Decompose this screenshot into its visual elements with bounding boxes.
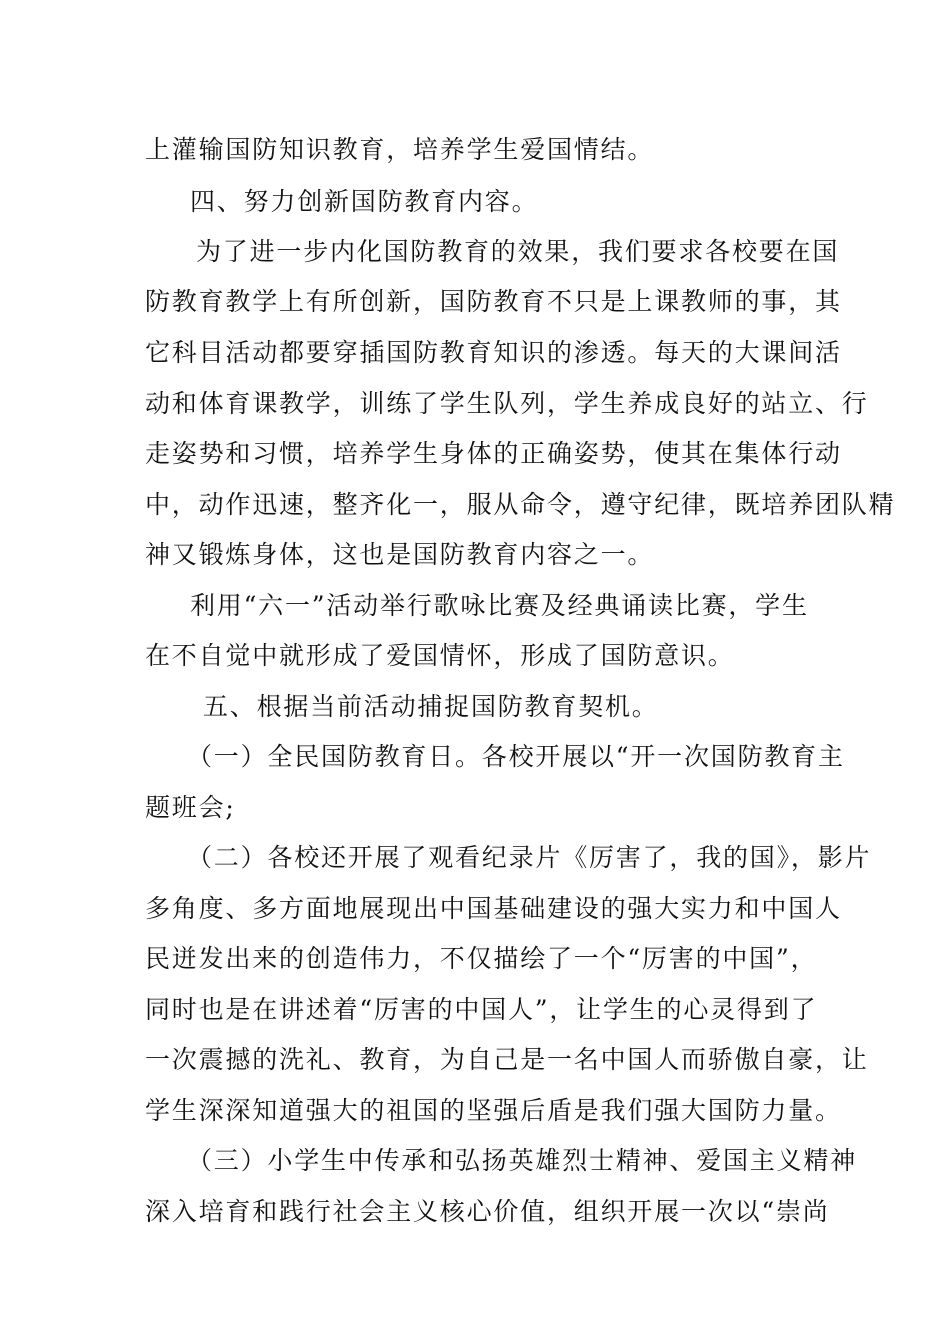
text-line: （一）全民国防教育日。各校开展以“开一次国防教育主 [187,742,845,771]
text-line: 在不自觉中就形成了爱国情怀，形成了国防意识。 [145,641,735,670]
text-line: 走姿势和习惯，培养学生身体的正确姿势，使其在集体行动 [145,439,842,468]
text-line: 为了进一步内化国防教育的效果，我们要求各校要在国 [196,237,840,266]
text-line: 深入培育和践行社会主义核心价值，组织开展一次以“崇尚 [145,1197,830,1226]
text-line: 中，动作迅速，整齐化一，服从命令，遵守纪律，既培养团队精 [145,490,896,519]
text-line: 学生深深知道强大的祖国的坚强后盾是我们强大国防力量。 [145,1096,842,1125]
text-line: 多角度、多方面地展现出中国基础建设的强大实力和中国人 [145,894,842,923]
section-heading-5: 五、根据当前活动捕捉国防教育契机。 [203,692,659,721]
text-line: （二）各校还开展了观看纪录片《厉害了，我的国》，影片 [187,843,872,872]
text-line: 民迸发出来的创造伟力，不仅描绘了一个“厉害的中国”， [145,944,818,973]
section-heading-4: 四、努力创新国防教育内容。 [190,187,539,216]
text-line: （三）小学生中传承和弘扬英雄烈士精神、爱国主义精神 [187,1146,858,1175]
text-line: 它科目活动都要穿插国防教育知识的渗透。每天的大课间活 [145,338,842,367]
text-line: 利用“六一”活动举行歌咏比赛及经典诵读比赛，学生 [190,591,809,620]
text-line: 动和体育课教学，训练了学生队列，学生养成良好的站立、行 [145,389,869,418]
text-line: 同时也是在讲述着“厉害的中国人”，让学生的心灵得到了 [145,995,818,1024]
text-line: 上灌输国防知识教育，培养学生爱国情结。 [145,135,655,164]
text-line: 防教育教学上有所创新，国防教育不只是上课教师的事，其 [145,287,842,316]
text-line: 题班会; [145,793,236,822]
text-line: 一次震撼的洗礼、教育，为自己是一名中国人而骄傲自豪，让 [145,1045,869,1074]
text-line: 神又锻炼身体，这也是国防教育内容之一。 [145,540,655,569]
